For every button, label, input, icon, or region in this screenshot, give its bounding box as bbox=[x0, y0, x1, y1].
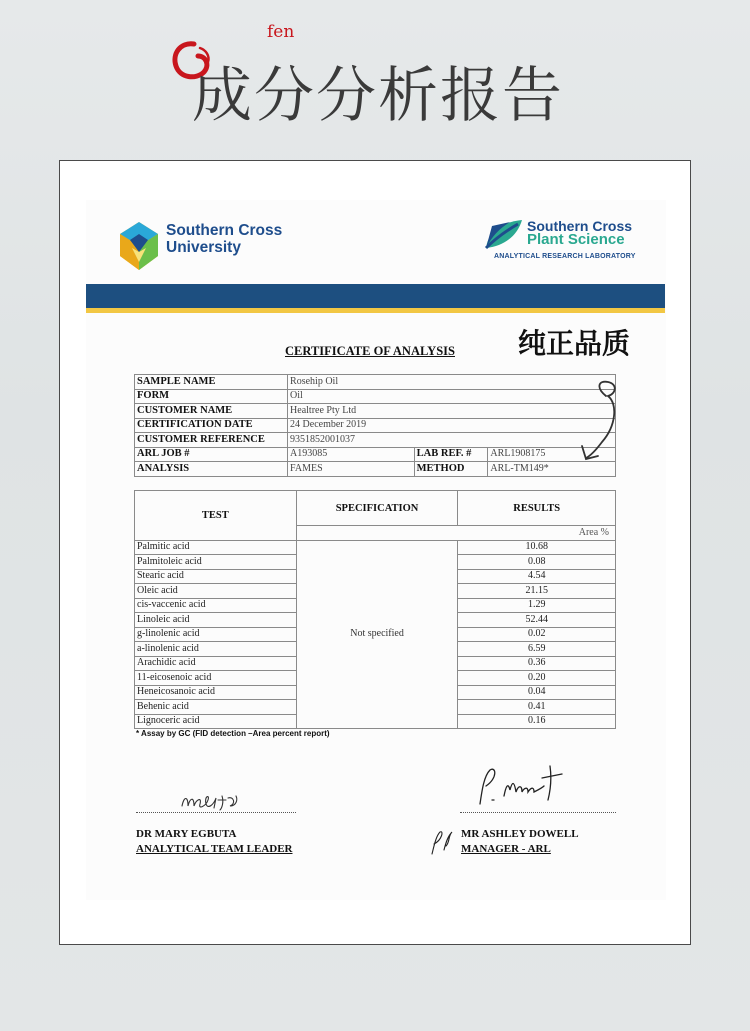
info-value: FAMES bbox=[288, 462, 415, 477]
page-header bbox=[0, 0, 750, 150]
test-name: a-linolenic acid bbox=[135, 642, 297, 657]
test-name: Arachidic acid bbox=[135, 656, 297, 671]
signatory-role-left: ANALYTICAL TEAM LEADER bbox=[136, 843, 293, 855]
result-value: 0.16 bbox=[458, 714, 616, 729]
info-row bbox=[135, 389, 616, 404]
results-table bbox=[134, 490, 616, 729]
test-name: Palmitic acid bbox=[135, 540, 297, 555]
table-row bbox=[135, 540, 616, 555]
info-value: ARL-TM149* bbox=[488, 462, 616, 477]
test-name: Stearic acid bbox=[135, 569, 297, 584]
test-name: cis-vaccenic acid bbox=[135, 598, 297, 613]
info-label: CERTIFICATION DATE bbox=[135, 418, 288, 433]
logo-southern-cross-plant-science: Southern Cross Plant Science ANALYTICAL RESEARCH LABORATORY bbox=[484, 218, 524, 257]
info-row bbox=[135, 447, 616, 462]
info-row bbox=[135, 462, 616, 477]
info-value: ARL1908175 bbox=[488, 447, 616, 462]
brand-mark: fen bbox=[267, 22, 295, 42]
test-name: Lignoceric acid bbox=[135, 714, 297, 729]
info-value: Healtree Pty Ltd bbox=[288, 404, 616, 419]
result-value: 21.15 bbox=[458, 584, 616, 599]
signature-line-left bbox=[136, 812, 296, 813]
signatory-role-right: MANAGER - ARL bbox=[461, 843, 551, 855]
signature-right bbox=[470, 760, 570, 810]
result-value: 0.20 bbox=[458, 671, 616, 686]
logo-southern-cross-university bbox=[118, 220, 283, 277]
result-value: 52.44 bbox=[458, 613, 616, 628]
info-label: SAMPLE NAME bbox=[135, 375, 288, 390]
assay-footnote: * Assay by GC (FID detection –Area percent report) bbox=[136, 729, 330, 738]
initials-mark bbox=[428, 828, 454, 856]
test-name: Behenic acid bbox=[135, 700, 297, 715]
quality-stamp: 纯正品质 bbox=[518, 327, 631, 360]
test-name: Palmitoleic acid bbox=[135, 555, 297, 570]
column-header-results: RESULTS bbox=[458, 491, 616, 526]
sample-info-table bbox=[134, 374, 616, 477]
scu-logo-text: Southern Cross University bbox=[166, 222, 283, 256]
info-row bbox=[135, 418, 616, 433]
results-header-row bbox=[135, 491, 616, 526]
info-label: ANALYSIS bbox=[135, 462, 288, 477]
info-row bbox=[135, 375, 616, 390]
result-value: 0.41 bbox=[458, 700, 616, 715]
result-value: 0.04 bbox=[458, 685, 616, 700]
info-value: A193085 bbox=[288, 447, 415, 462]
signature-line-right bbox=[460, 812, 616, 813]
page-title: 成分分析报告 bbox=[192, 61, 564, 131]
info-value: 9351852001037 bbox=[288, 433, 616, 448]
test-name: Linoleic acid bbox=[135, 613, 297, 628]
test-name: Oleic acid bbox=[135, 584, 297, 599]
info-label: FORM bbox=[135, 389, 288, 404]
info-label: CUSTOMER NAME bbox=[135, 404, 288, 419]
info-value: Rosehip Oil bbox=[288, 375, 616, 390]
leaf-logo-icon bbox=[484, 218, 524, 252]
test-name: Heneicosanoic acid bbox=[135, 685, 297, 700]
result-value: 0.08 bbox=[458, 555, 616, 570]
hand-drawn-arrow-icon bbox=[578, 378, 628, 464]
result-value: 0.36 bbox=[458, 656, 616, 671]
info-label: METHOD bbox=[414, 462, 488, 477]
info-label: CUSTOMER REFERENCE bbox=[135, 433, 288, 448]
certificate-title: CERTIFICATE OF ANALYSIS bbox=[285, 344, 455, 358]
test-name: g-linolenic acid bbox=[135, 627, 297, 642]
scu-shield-icon bbox=[118, 220, 160, 272]
info-value: Oil bbox=[288, 389, 616, 404]
info-row bbox=[135, 404, 616, 419]
result-value: 4.54 bbox=[458, 569, 616, 584]
column-header-test: TEST bbox=[135, 491, 297, 541]
result-value: 1.29 bbox=[458, 598, 616, 613]
signatory-name-left: DR MARY EGBUTA bbox=[136, 828, 237, 840]
info-value: 24 December 2019 bbox=[288, 418, 616, 433]
info-row bbox=[135, 433, 616, 448]
specification-value: Not specified bbox=[296, 540, 458, 729]
result-value: 6.59 bbox=[458, 642, 616, 657]
signature-left bbox=[180, 790, 240, 812]
result-value: 10.68 bbox=[458, 540, 616, 555]
unit-label: Area % bbox=[296, 526, 615, 541]
column-header-specification: SPECIFICATION bbox=[296, 491, 458, 526]
test-name: 11-eicosenoic acid bbox=[135, 671, 297, 686]
result-value: 0.02 bbox=[458, 627, 616, 642]
info-label: ARL JOB # bbox=[135, 447, 288, 462]
info-label: LAB REF. # bbox=[414, 447, 488, 462]
header-band bbox=[86, 284, 665, 308]
header-band-stripe bbox=[86, 308, 665, 313]
signatory-name-right: MR ASHLEY DOWELL bbox=[461, 828, 579, 840]
